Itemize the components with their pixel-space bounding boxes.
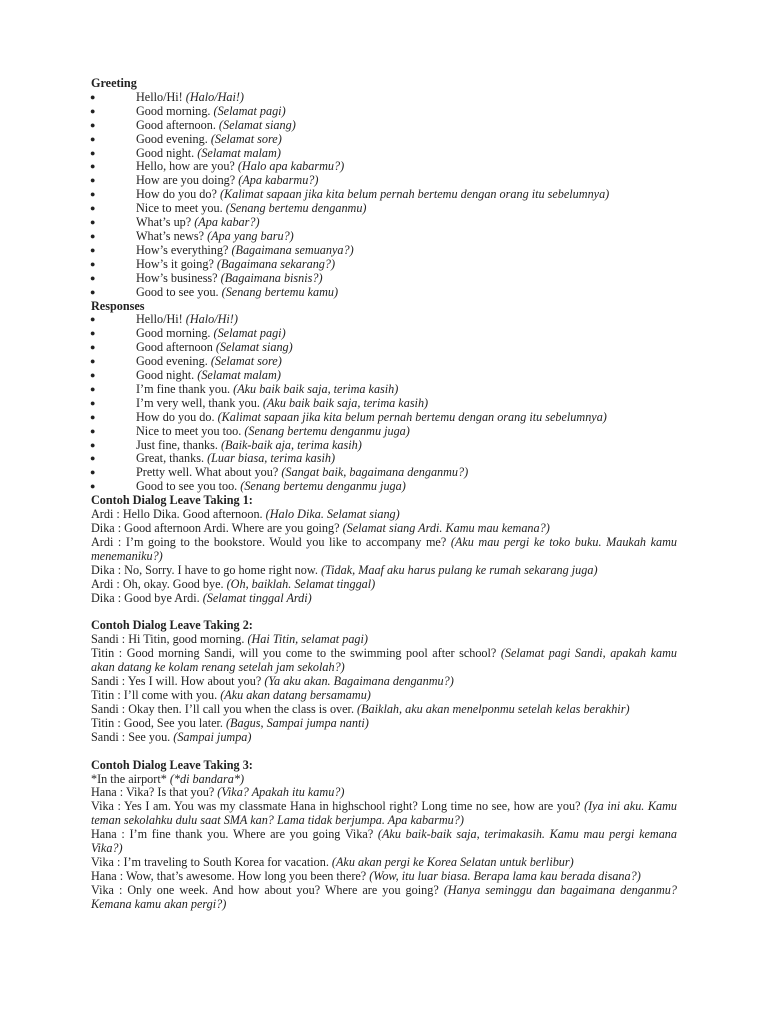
phrase-english: Good evening. — [136, 354, 208, 369]
phrase-translation: (Selamat malam) — [197, 145, 281, 160]
list-item — [91, 286, 677, 300]
dialog-translation: (Halo Dika. Selamat siang) — [265, 507, 400, 522]
phrase-english: How’s business? — [136, 270, 218, 285]
phrase-translation: (Selamat sore) — [210, 131, 282, 146]
bullet-icon: ● — [90, 161, 96, 172]
list-item — [91, 147, 677, 161]
dialog-english: Sandi : Yes I will. How about you? — [91, 674, 262, 689]
phrase-english: Good morning. — [136, 103, 211, 118]
bullet-icon: ● — [90, 328, 96, 339]
dialog-translation: (Bagus, Sampai jumpa nanti) — [225, 715, 369, 730]
phrase-english: How do you do. — [136, 409, 215, 424]
dialog-line — [91, 828, 677, 856]
phrase-english: Hello/Hi! — [136, 89, 183, 104]
phrase-english: Hello, how are you? — [136, 159, 235, 174]
dialog-line — [91, 800, 677, 828]
phrase-translation: (Selamat sore) — [210, 354, 282, 369]
dialog-line — [91, 647, 677, 675]
dialog-translation: (Selamat siang Ardi. Kamu mau kemana?) — [342, 521, 550, 535]
dialog3-lines — [91, 773, 677, 912]
dialog-line — [91, 786, 677, 800]
dialog-english: Dika : No, Sorry. I have to go home right now. — [91, 562, 318, 577]
dialog-english: Vika : Only one week. And how about you? Where are you going? — [91, 882, 439, 897]
list-item — [91, 160, 677, 174]
bullet-icon: ● — [90, 370, 96, 381]
dialog-translation: (Selamat pagi Sandi, apakah kamu akan datang ke kolam renang setelah jam sekolah?) — [91, 646, 678, 675]
bullet-icon: ● — [90, 105, 96, 116]
responses-list — [91, 313, 677, 494]
list-item — [91, 341, 677, 355]
phrase-translation: (Bagaimana semuanya?) — [231, 242, 354, 257]
list-item — [91, 313, 677, 327]
bullet-icon: ● — [90, 175, 96, 186]
list-item — [91, 452, 677, 466]
phrase-english: Pretty well. What about you? — [136, 465, 279, 480]
bullet-icon: ● — [90, 314, 96, 325]
list-item — [91, 327, 677, 341]
phrase-english: Just fine, thanks. — [136, 437, 218, 452]
dialog-translation: (Ya aku akan. Bagaimana denganmu?) — [264, 674, 454, 689]
phrase-english: How’s everything? — [136, 242, 229, 257]
bullet-icon: ● — [90, 91, 96, 102]
bullet-icon: ● — [90, 203, 96, 214]
dialog-line — [91, 675, 677, 689]
list-item — [91, 425, 677, 439]
bullet-icon: ● — [90, 217, 96, 228]
phrase-translation: (Halo/Hai!) — [185, 89, 244, 104]
dialog-line — [91, 508, 677, 522]
bullet-icon: ● — [90, 189, 96, 200]
dialog-translation: (Selamat tinggal Ardi) — [202, 590, 312, 605]
dialog-translation: (Aku akan datang bersamamu) — [220, 687, 371, 702]
dialog-translation: (Aku baik-baik saja, terimakasih. Kamu mau pergi kemana Vika?) — [91, 827, 677, 856]
dialog-english: Dika : Good bye Ardi. — [91, 590, 200, 605]
bullet-icon: ● — [90, 230, 96, 241]
phrase-translation: (Kalimat sapaan jika kita belum pernah bertemu dengan orang itu sebelumnya) — [217, 409, 607, 424]
phrase-english: What’s up? — [136, 215, 192, 230]
dialog-line — [91, 633, 677, 647]
phrase-english: Good afternoon — [136, 340, 213, 355]
dialog-translation: (Tidak, Maaf aku harus pulang ke rumah sekarang juga) — [320, 562, 598, 577]
phrase-translation: (Sangat baik, bagaimana denganmu?) — [281, 465, 469, 480]
dialog-english: Titin : I’ll come with you. — [91, 687, 218, 702]
dialog-line — [91, 522, 677, 536]
phrase-english: I’m fine thank you. — [136, 381, 231, 396]
bullet-icon: ● — [90, 411, 96, 422]
dialog-line — [91, 536, 677, 564]
dialog-line — [91, 773, 677, 787]
dialog-translation: (Vika? Apakah itu kamu?) — [217, 785, 345, 800]
phrase-translation: (Kalimat sapaan jika kita belum pernah bertemu dengan orang itu sebelumnya) — [219, 187, 610, 202]
dialog-line — [91, 564, 677, 578]
phrase-english: I’m very well, thank you. — [136, 395, 260, 410]
phrase-english: Great, thanks. — [136, 451, 205, 466]
dialog-line — [91, 578, 677, 592]
bullet-icon: ● — [90, 356, 96, 367]
dialog-english: Dika : Good afternoon Ardi. Where are you going? — [91, 521, 340, 535]
greeting-list — [91, 91, 677, 300]
list-item — [91, 119, 677, 133]
list-item — [91, 91, 677, 105]
dialog-translation: (Wow, itu luar biasa. Berapa lama kau berada disana?) — [369, 868, 641, 883]
phrase-translation: (Bagaimana bisnis?) — [220, 270, 323, 285]
phrase-english: Good to see you. — [136, 284, 219, 299]
bullet-icon: ● — [90, 481, 96, 492]
dialog1-lines — [91, 508, 677, 605]
phrase-translation: (Selamat siang) — [215, 340, 293, 355]
phrase-translation: (Apa kabar?) — [194, 215, 260, 230]
phrase-english: How’s it going? — [136, 256, 214, 271]
phrase-translation: (Selamat pagi) — [213, 103, 286, 118]
phrase-english: Good night. — [136, 368, 195, 383]
bullet-icon: ● — [90, 467, 96, 478]
list-item — [91, 369, 677, 383]
bullet-icon: ● — [90, 425, 96, 436]
list-item — [91, 174, 677, 188]
dialog2-lines — [91, 633, 677, 744]
dialog-english: Titin : Good, See you later. — [91, 715, 223, 730]
phrase-translation: (Bagaimana sekarang?) — [216, 256, 336, 271]
list-item — [91, 230, 677, 244]
phrase-translation: (Selamat malam) — [197, 368, 281, 383]
list-item — [91, 466, 677, 480]
dialog-translation: (Oh, baiklah. Selamat tinggal) — [226, 576, 376, 591]
bullet-icon: ● — [90, 133, 96, 144]
phrase-english: Nice to meet you too. — [136, 423, 242, 438]
dialog-english: Ardi : I’m going to the bookstore. Would you like to accompany me? — [91, 534, 447, 549]
phrase-translation: (Selamat pagi) — [213, 326, 286, 341]
dialog-english: *In the airport* — [91, 771, 167, 786]
dialog-english: Vika : I’m traveling to South Korea for vacation. — [91, 854, 329, 869]
dialog-english: Sandi : See you. — [91, 729, 171, 744]
greeting-heading: Greeting — [91, 76, 137, 90]
dialog-line — [91, 870, 677, 884]
list-item — [91, 383, 677, 397]
phrase-translation: (Apa yang baru?) — [207, 228, 294, 243]
dialog-english: Hana : I’m fine thank you. Where are you going Vika? — [91, 827, 374, 842]
dialog-translation: (Aku mau pergi ke toko buku. Maukah kamu menemaniku?) — [91, 534, 677, 563]
phrase-translation: (Senang bertemu denganmu) — [225, 201, 367, 216]
list-item — [91, 202, 677, 216]
dialog-line — [91, 717, 677, 731]
phrase-english: What’s news? — [136, 228, 205, 243]
phrase-english: Hello/Hi! — [136, 312, 183, 327]
document-page — [91, 77, 677, 912]
phrase-english: How do you do? — [136, 187, 217, 202]
phrase-translation: (Baik-baik aja, terima kasih) — [220, 437, 362, 452]
dialog-line — [91, 856, 677, 870]
phrase-english: How are you doing? — [136, 173, 236, 188]
dialog-english: Ardi : Hello Dika. Good afternoon. — [91, 507, 263, 522]
dialog-english: Vika : Yes I am. You was my classmate Hana in highschool right? Long time no see, how are you? — [91, 799, 581, 814]
list-item — [91, 105, 677, 119]
phrase-translation: (Luar biasa, terima kasih) — [207, 451, 336, 466]
list-item — [91, 188, 677, 202]
phrase-english: Good morning. — [136, 326, 211, 341]
list-item — [91, 258, 677, 272]
dialog-line — [91, 689, 677, 703]
list-item — [91, 355, 677, 369]
phrase-english: Good afternoon. — [136, 117, 216, 132]
dialog-english: Hana : Wow, that’s awesome. How long you been there? — [91, 868, 367, 883]
dialog-translation: (Aku akan pergi ke Korea Selatan untuk berlibur) — [331, 854, 574, 869]
list-item — [91, 397, 677, 411]
dialog-line — [91, 592, 677, 606]
list-item — [91, 244, 677, 258]
list-item — [91, 133, 677, 147]
dialog1-heading: Contoh Dialog Leave Taking 1: — [91, 493, 253, 508]
phrase-translation: (Aku baik baik saja, terima kasih) — [233, 381, 399, 396]
bullet-icon: ● — [90, 244, 96, 255]
dialog-line — [91, 884, 677, 912]
dialog-english: Hana : Vika? Is that you? — [91, 785, 215, 800]
phrase-translation: (Apa kabarmu?) — [238, 173, 319, 188]
list-item — [91, 411, 677, 425]
phrase-translation: (Selamat siang) — [218, 117, 296, 132]
phrase-translation: (Senang bertemu kamu) — [221, 284, 339, 299]
bullet-icon: ● — [90, 453, 96, 464]
dialog-translation: (Baiklah, aku akan menelponmu setelah kelas berakhir) — [357, 701, 630, 716]
phrase-translation: (Halo apa kabarmu?) — [237, 159, 345, 174]
dialog2-heading: Contoh Dialog Leave Taking 2: — [91, 618, 253, 633]
bullet-icon: ● — [90, 286, 96, 297]
phrase-translation: (Senang bertemu denganmu juga) — [240, 479, 406, 494]
list-item — [91, 480, 677, 494]
list-item — [91, 439, 677, 453]
dialog3-heading: Contoh Dialog Leave Taking 3: — [91, 757, 253, 772]
dialog-translation: (Iya ini aku. Kamu teman sekolahku dulu saat SMA kan? Lama tidak berjumpa. Apa kabarmu?) — [91, 799, 678, 828]
responses-heading: Responses — [91, 298, 145, 313]
bullet-icon: ● — [90, 147, 96, 158]
bullet-icon: ● — [90, 272, 96, 283]
dialog-english: Sandi : Hi Titin, good morning. — [91, 632, 245, 647]
dialog-english: Titin : Good morning Sandi, will you come to the swimming pool after school? — [91, 646, 497, 661]
phrase-english: Nice to meet you. — [136, 201, 223, 216]
phrase-translation: (Halo/Hi!) — [185, 312, 238, 327]
bullet-icon: ● — [90, 119, 96, 130]
dialog-translation: (Hanya seminggu dan bagaimana denganmu? Kemana kamu akan pergi?) — [91, 882, 677, 911]
bullet-icon: ● — [90, 342, 96, 353]
list-item — [91, 272, 677, 286]
dialog-line — [91, 703, 677, 717]
dialog-line — [91, 731, 677, 745]
bullet-icon: ● — [90, 397, 96, 408]
dialog-translation: (Sampai jumpa) — [173, 729, 252, 744]
phrase-translation: (Senang bertemu denganmu juga) — [244, 423, 410, 438]
dialog-translation: (Hai Titin, selamat pagi) — [247, 632, 368, 647]
phrase-english: Good evening. — [136, 131, 208, 146]
bullet-icon: ● — [90, 439, 96, 450]
phrase-translation: (Aku baik baik saja, terima kasih) — [262, 395, 429, 410]
list-item — [91, 216, 677, 230]
phrase-english: Good night. — [136, 145, 195, 160]
phrase-english: Good to see you too. — [136, 479, 238, 494]
dialog-translation: (*di bandara*) — [169, 771, 244, 786]
bullet-icon: ● — [90, 383, 96, 394]
bullet-icon: ● — [90, 258, 96, 269]
dialog-english: Sandi : Okay then. I’ll call you when the class is over. — [91, 701, 354, 716]
dialog-english: Ardi : Oh, okay. Good bye. — [91, 576, 224, 591]
